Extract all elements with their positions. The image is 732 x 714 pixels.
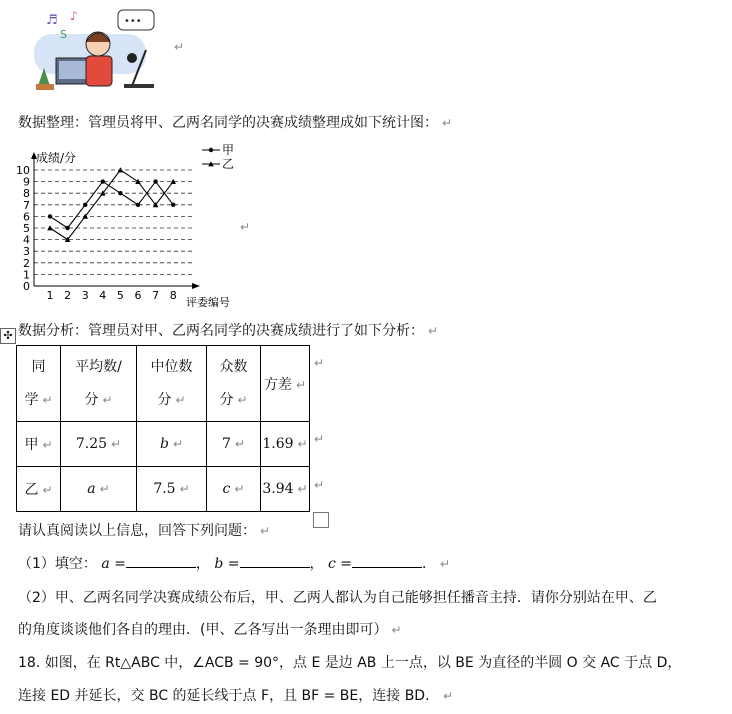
text-line: 数据整理：管理员将甲、乙两名同学的决赛成绩整理成如下统计图： ↵	[18, 115, 453, 131]
table-cell: 7 ↵	[207, 422, 261, 467]
table-header-row	[17, 346, 310, 422]
x-tick-label: 4	[99, 289, 107, 302]
y-tick-label: 1	[23, 268, 30, 282]
data-point	[101, 179, 105, 183]
analysis-table	[16, 345, 310, 512]
data-point	[48, 214, 52, 218]
answer-blank-a[interactable]	[126, 553, 196, 568]
x-tick-label: 5	[116, 289, 124, 302]
svg-text:♬: ♬	[46, 13, 58, 28]
paragraph-mark: ↵	[174, 40, 185, 54]
data-point	[118, 191, 122, 195]
table-cell: 3.94 ↵	[261, 467, 310, 512]
data-sort-text: 数据整理：管理员将甲、乙两名同学的决赛成绩整理成如下统计图：	[18, 115, 438, 131]
x-tick-label: 6	[134, 289, 142, 302]
x-axis-label: 评委编号	[186, 296, 230, 308]
row-end-mark: ↵	[314, 478, 325, 492]
y-tick-label: 0	[23, 280, 30, 293]
y-tick-label: 6	[23, 210, 30, 224]
y-tick-label: 8	[23, 187, 30, 201]
legend-label: 乙	[222, 157, 235, 171]
x-tick-label: 7	[152, 289, 160, 302]
table-row	[17, 422, 310, 467]
y-tick-label: 9	[23, 175, 30, 189]
table-cell: c ↵	[207, 467, 261, 512]
x-tick-label: 8	[169, 289, 177, 302]
table-cell: 甲 ↵	[17, 422, 61, 467]
table-row	[17, 467, 310, 512]
table-cell: 乙 ↵	[17, 467, 61, 512]
question-18: 18. 如图，在 Rt△ABC 中，∠ACB = 90°，点 E 是边 AB 上一点，以 BE 为直径的半圆 O 交 AC 于点 D，	[18, 655, 682, 671]
table-cell: 7.5 ↵	[137, 467, 207, 512]
data-point	[65, 226, 69, 230]
x-axis-arrow	[192, 283, 200, 289]
row-end-mark: ↵	[314, 356, 325, 370]
table-cell: 7.25 ↵	[61, 422, 137, 467]
y-axis-label: 成绩/分	[36, 151, 77, 165]
answer-blank-c[interactable]	[352, 553, 422, 568]
x-tick-label: 1	[46, 289, 54, 302]
broadcaster-illustration	[28, 6, 163, 92]
header-cell: 平均数/ 分 ↵	[61, 346, 137, 422]
question-18-cont: 连接 ED 并延长，交 BC 的延长线于点 F，且 BF = BE，连接 BD． ↵	[18, 688, 454, 704]
legend-label: 甲	[222, 143, 235, 157]
text-line: 数据分析：管理员对甲、乙两名同学的决赛成绩进行了如下分析： ↵	[18, 323, 439, 339]
table-cell: 1.69 ↵	[261, 422, 310, 467]
data-point	[83, 203, 87, 207]
svg-text:•••: •••	[124, 16, 142, 27]
header-cell: 众数 分 ↵	[207, 346, 261, 422]
y-tick-label: 3	[23, 245, 30, 259]
table-move-handle[interactable]: ✣	[0, 328, 16, 344]
question-2-cont: 的角度谈谈他们各自的理由．(甲、乙各写出一条理由即可） ↵	[18, 622, 402, 638]
y-tick-label: 7	[23, 198, 30, 212]
data-point	[171, 203, 175, 207]
table-cell: a ↵	[61, 467, 137, 512]
paragraph-mark: ↵	[240, 220, 251, 234]
y-tick-label: 10	[16, 164, 30, 177]
svg-text:S: S	[60, 28, 67, 41]
score-line-chart	[16, 142, 251, 308]
data-point	[136, 203, 140, 207]
svg-text:♪: ♪	[70, 9, 78, 23]
row-end-mark: ↵	[314, 432, 325, 446]
data-analysis-text: 数据分析：管理员对甲、乙两名同学的决赛成绩进行了如下分析：	[18, 323, 424, 339]
table-resize-handle[interactable]	[313, 512, 329, 528]
header-cell: 方差 ↵	[261, 346, 310, 422]
x-tick-label: 2	[64, 289, 72, 302]
text-line: 请认真阅读以上信息，回答下列问题： ↵	[18, 523, 271, 539]
answer-blank-b[interactable]	[240, 553, 310, 568]
y-tick-label: 4	[23, 233, 30, 247]
y-tick-label: 2	[23, 256, 30, 270]
header-cell: 同 学 ↵	[17, 346, 61, 422]
y-tick-label: 5	[23, 222, 30, 235]
header-cell: 中位数 分 ↵	[137, 346, 207, 422]
data-point	[153, 179, 157, 183]
legend-marker	[209, 148, 213, 152]
question-2: （2）甲、乙两名同学决赛成绩公布后，甲、乙两人都认为自己能够担任播音主持．请你分别站在甲、乙	[18, 590, 657, 606]
instruction-text: 请认真阅读以上信息，回答下列问题：	[18, 523, 256, 539]
question-1: （1）填空： a = ， b = ， c = ． ↵	[18, 553, 450, 573]
x-tick-label: 3	[81, 289, 89, 302]
table-cell: b ↵	[137, 422, 207, 467]
